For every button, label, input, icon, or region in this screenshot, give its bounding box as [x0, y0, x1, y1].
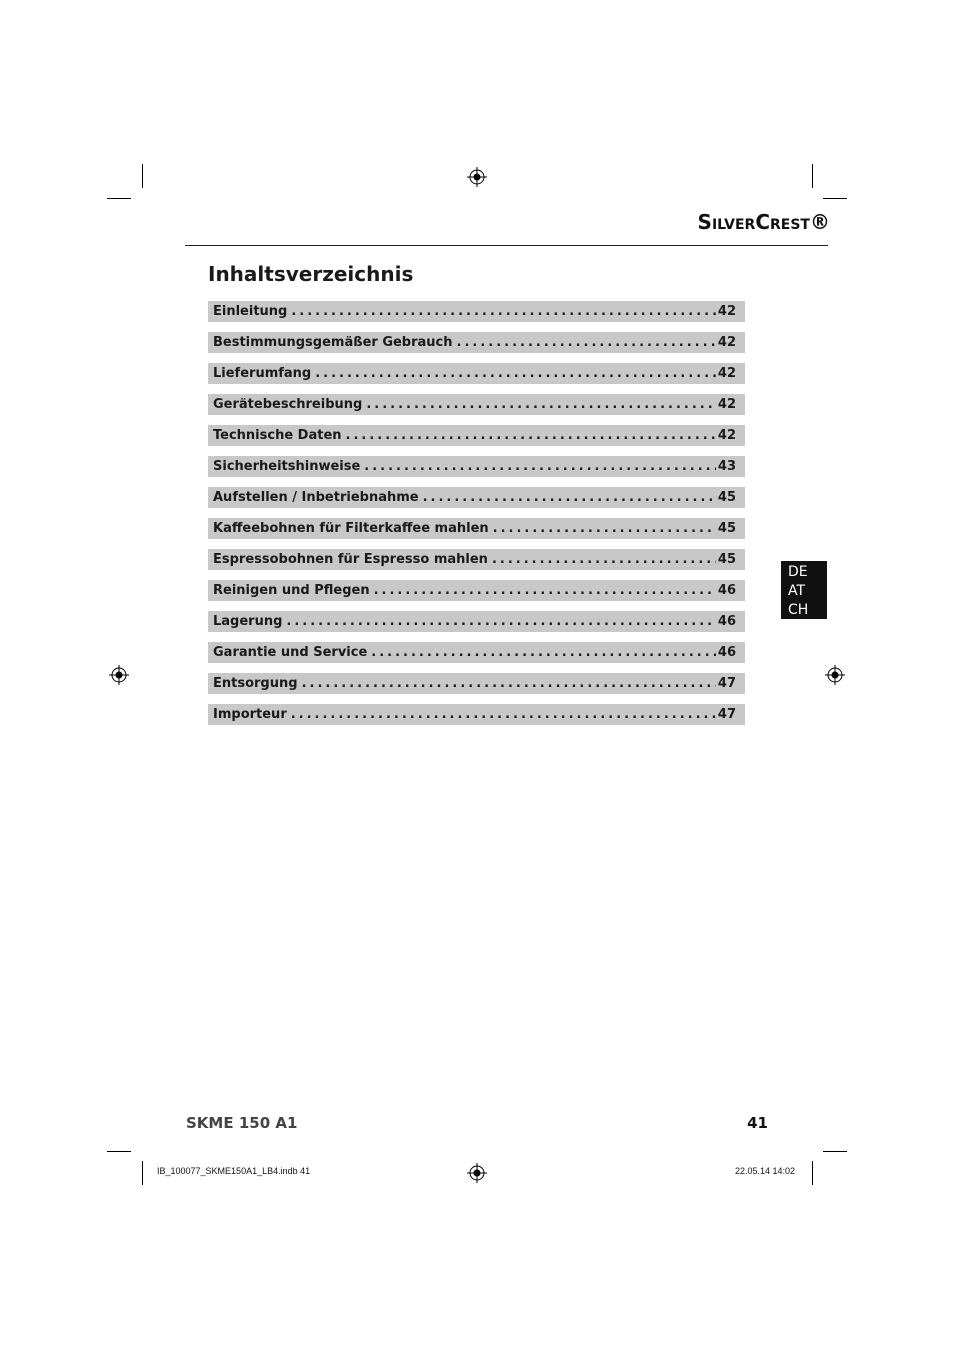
- toc-entry[interactable]: [208, 301, 745, 322]
- toc-entry-label: Importeur: [213, 707, 287, 722]
- toc-entry[interactable]: [208, 363, 745, 384]
- toc-entry[interactable]: [208, 332, 745, 353]
- toc-entry-label: Kaffeebohnen für Filterkaffee mahlen: [213, 521, 489, 536]
- toc-entry-page: 45: [717, 552, 736, 567]
- toc-entry[interactable]: [208, 673, 745, 694]
- header-rule: [185, 245, 828, 246]
- toc-leader-dots: [492, 552, 716, 567]
- toc-entry-label: Einleitung: [213, 304, 288, 319]
- toc-entry-page: 42: [717, 366, 736, 381]
- toc-entry-page: 47: [717, 707, 736, 722]
- print-slug-file: IB_100077_SKME150A1_LB4.indb 41: [157, 1166, 311, 1176]
- toc-entry[interactable]: [208, 518, 745, 539]
- registration-mark-icon: [467, 167, 487, 187]
- registration-mark-icon: [109, 665, 129, 685]
- page-title: Inhaltsverzeichnis: [208, 262, 414, 286]
- toc-entry[interactable]: [208, 456, 745, 477]
- crop-mark-icon: [107, 1151, 131, 1152]
- crop-mark-icon: [142, 164, 143, 188]
- toc-leader-dots: [371, 645, 716, 660]
- toc-leader-dots: [315, 366, 716, 381]
- toc-entry[interactable]: [208, 549, 745, 570]
- toc-entry-label: Entsorgung: [213, 676, 298, 691]
- toc-entry-label: Aufstellen / Inbetriebnahme: [213, 490, 419, 505]
- crop-mark-icon: [107, 198, 131, 199]
- toc-leader-dots: [423, 490, 716, 505]
- toc-leader-dots: [374, 583, 716, 598]
- toc-entry[interactable]: [208, 642, 745, 663]
- toc-entry[interactable]: [208, 580, 745, 601]
- toc-entry[interactable]: [208, 704, 745, 725]
- language-code: AT: [788, 583, 806, 599]
- toc-entry-page: 45: [717, 490, 736, 505]
- toc-leader-dots: [291, 707, 716, 722]
- toc-leader-dots: [302, 676, 716, 691]
- toc-entry-label: Gerätebeschreibung: [213, 397, 363, 412]
- toc-entry-page: 47: [717, 676, 736, 691]
- toc-entry-page: 46: [717, 645, 736, 660]
- language-tab: [781, 561, 827, 619]
- toc-entry[interactable]: [208, 394, 745, 415]
- crop-mark-icon: [812, 164, 813, 188]
- toc-entry-label: Sicherheitshinweise: [213, 459, 361, 474]
- toc-entry-page: 42: [717, 304, 736, 319]
- toc-entry-page: 46: [717, 614, 736, 629]
- print-slug-date: 22.05.14 14:02: [735, 1166, 796, 1176]
- toc-leader-dots: [493, 521, 716, 536]
- toc-entry[interactable]: [208, 611, 745, 632]
- toc-entry-page: 46: [717, 583, 736, 598]
- toc-leader-dots: [291, 304, 716, 319]
- toc-entry-page: 42: [717, 397, 736, 412]
- language-code: DE: [788, 564, 808, 580]
- toc-leader-dots: [364, 459, 716, 474]
- toc-entry-label: Lagerung: [213, 614, 283, 629]
- toc-entry-label: Espressobohnen für Espresso mahlen: [213, 552, 488, 567]
- toc-entry-page: 42: [717, 335, 736, 350]
- toc-entry-label: Garantie und Service: [213, 645, 368, 660]
- crop-mark-icon: [823, 1151, 847, 1152]
- registration-mark-icon: [467, 1163, 487, 1183]
- crop-mark-icon: [142, 1161, 143, 1185]
- page-number: 41: [747, 1114, 768, 1132]
- language-code: CH: [788, 602, 809, 618]
- toc-entry[interactable]: [208, 425, 745, 446]
- crop-mark-icon: [823, 198, 847, 199]
- toc-entry-page: 42: [717, 428, 736, 443]
- toc-entry-label: Technische Daten: [213, 428, 342, 443]
- toc-entry-page: 45: [717, 521, 736, 536]
- toc-entry-page: 43: [717, 459, 736, 474]
- brand-logo: SilverCrest®: [697, 210, 830, 234]
- toc-entry-label: Reinigen und Pflegen: [213, 583, 370, 598]
- toc-entry-label: Lieferumfang: [213, 366, 312, 381]
- registration-mark-icon: [825, 665, 845, 685]
- toc-leader-dots: [457, 335, 716, 350]
- model-number: SKME 150 A1: [186, 1114, 298, 1132]
- toc-leader-dots: [286, 614, 716, 629]
- toc-entry[interactable]: [208, 487, 745, 508]
- toc-leader-dots: [346, 428, 716, 443]
- toc-leader-dots: [366, 397, 716, 412]
- toc-entry-label: Bestimmungsgemäßer Gebrauch: [213, 335, 453, 350]
- crop-mark-icon: [812, 1161, 813, 1185]
